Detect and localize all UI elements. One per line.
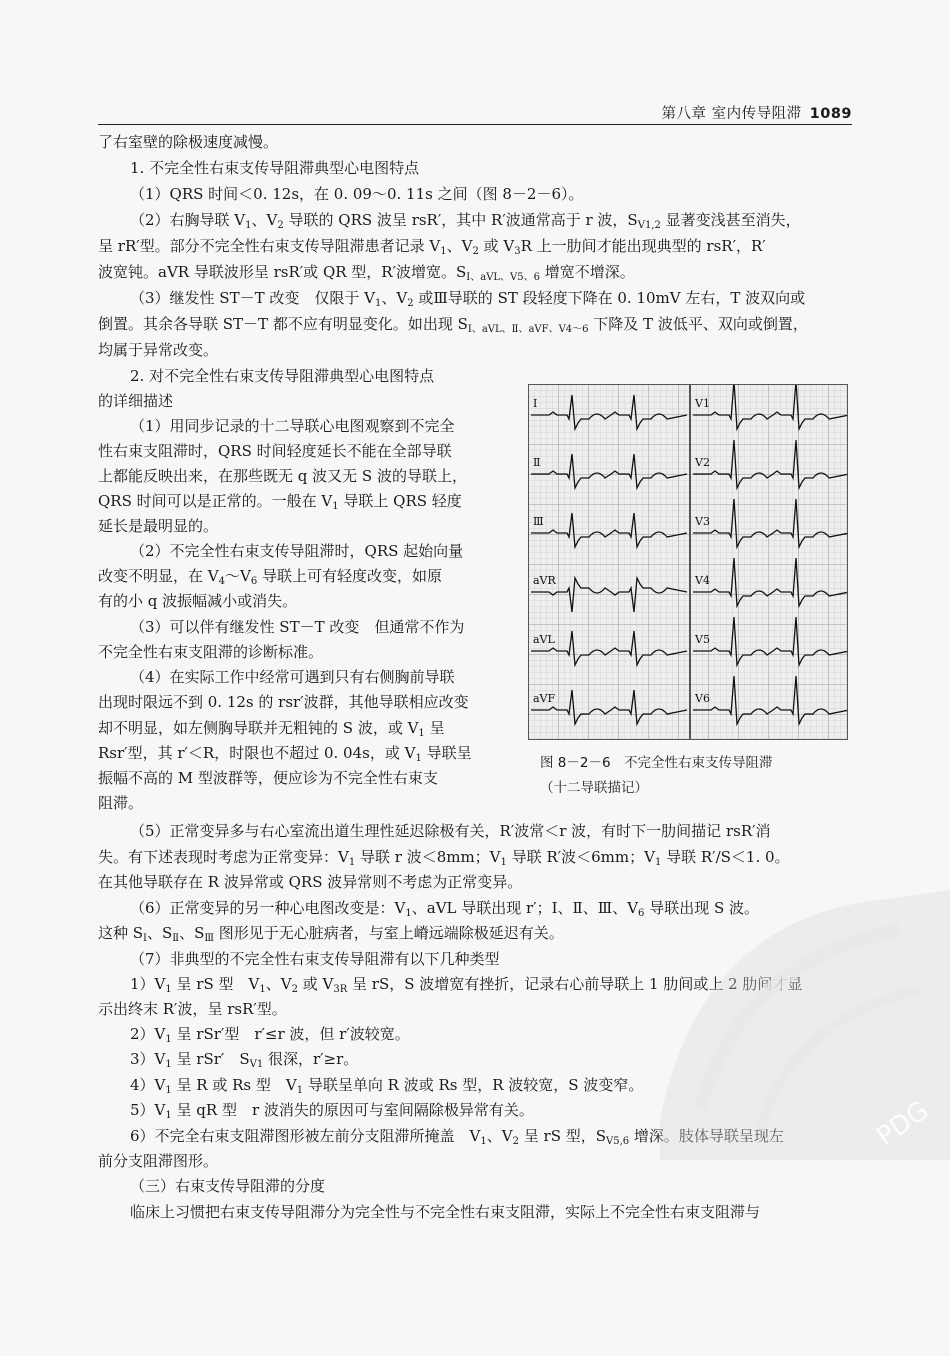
section-heading: 的详细描述: [98, 392, 174, 410]
watermark-stamp: [640, 880, 950, 1160]
ecg-lead-label: V3: [695, 515, 710, 528]
paragraph-line: （2）不完全性右束支传导阻滞时，QRS 起始向量: [130, 542, 464, 560]
paragraph-line: 临床上习惯把右束支传导阻滞分为完全性与不完全性右束支阻滞，实际上不完全性右束支阻滞与: [130, 1203, 761, 1221]
running-head: 第八章 室内传导阻滞 1089: [661, 106, 852, 122]
paragraph-line: 波宽钝。aVR 导联波形呈 rsR′或 QR 型，R′波增宽。$S_{Ⅰ、aVL、V5、6}$ 增宽不增深。: [98, 263, 635, 283]
ecg-lead-label: Ⅱ: [533, 456, 541, 469]
paragraph-line: 在其他导联存在 R 波异常或 QRS 波异常则不考虑为正常变异。: [98, 873, 523, 891]
ecg-lead-label: V6: [695, 692, 710, 705]
paragraph-line: （3）可以伴有继发性 ST－T 改变 但通常不作为: [130, 618, 465, 636]
paragraph-line: QRS 时间可以是正常的。一般在 $V_1$ 导联上 QRS 轻度: [98, 492, 462, 512]
ecg-lead-label: V2: [695, 456, 710, 469]
section-heading: 2. 对不完全性右束支传导阻滞典型心电图特点: [130, 367, 435, 385]
ecg-lead-label: aVF: [533, 692, 556, 705]
ecg-figure: [528, 384, 848, 740]
paragraph-line: （6）正常变异的另一种心电图改变是：$V_1$、aVL 导联出现 r′；Ⅰ、Ⅱ、Ⅲ、$V_6$ 导联出现 S 波。: [130, 899, 760, 919]
paragraph-line: 延长是最明显的。: [98, 517, 219, 535]
paragraph-line: 示出终末 R′波，呈 rsR′型。: [98, 1000, 287, 1018]
list-item: $4)V_1$ 呈 R 或 Rs 型 $V_1$ 导联呈单向 R 波或 Rs 型，R 波较宽，S 波变窄。: [130, 1076, 644, 1096]
paragraph-line: （7）非典型的不完全性右束支传导阻滞有以下几种类型: [130, 950, 500, 968]
paragraph-line: （4）在实际工作中经常可遇到只有右侧胸前导联: [130, 668, 455, 686]
ecg-lead-label: V1: [695, 397, 710, 410]
figure-caption-sub: （十二导联描记）: [540, 780, 648, 796]
ecg-lead-label: aVL: [533, 633, 555, 646]
paragraph-line: （5）正常变异多与右心室流出道生理性延迟除极有关，R′波常＜r 波，有时下一肋间描记 rsR′消: [130, 822, 771, 840]
paragraph-line: 却不明显，如左侧胸导联并无粗钝的 S 波，或 $V_1$ 呈: [98, 719, 445, 739]
ecg-lead-label: aVR: [533, 574, 556, 587]
watermark-text: PDG: [871, 1095, 935, 1153]
ecg-grid: [529, 385, 847, 739]
paragraph-line: 改变不明显，在 $V_4\sim V_6$ 导联上可有轻度改变，如原: [98, 567, 442, 587]
ecg-lead-label: Ⅰ: [533, 397, 538, 410]
paragraph-line: 不完全性右束支阻滞的诊断标准。: [98, 643, 324, 661]
page-number: 1089: [809, 106, 852, 122]
paragraph-line: （2）右胸导联 $V_1$、$V_2$ 导联的 QRS 波呈 rsR′，其中 R′波通常高于 r 波，$S_{V1,2}$ 显著变浅甚至消失，: [130, 211, 801, 231]
ecg-lead-label: Ⅲ: [533, 515, 544, 528]
paragraph-line: （1）用同步记录的十二导联心电图观察到不完全: [130, 417, 455, 435]
ecg-lead-label: V5: [695, 633, 710, 646]
section-heading: 1. 不完全性右束支传导阻滞典型心电图特点: [130, 159, 420, 177]
paragraph-line: 出现时限远不到 0. 12s 的 rsr′波群，其他导联相应改变: [98, 693, 469, 711]
ecg-tracing: [529, 385, 847, 739]
ecg-lead-label: V4: [695, 574, 710, 587]
list-item: $2)V_1$ 呈 rSr′型 r′≤r 波，但 r′波较宽。: [130, 1025, 410, 1045]
section-heading: （三）右束支传导阻滞的分度: [130, 1177, 326, 1195]
paragraph-line: 这种 $S_Ⅰ$、$S_Ⅱ$、$S_Ⅲ$ 图形见于无心脏病者，与室上嵴远端除极延迟有关。: [98, 924, 564, 944]
ecg-column-divider: [689, 385, 691, 739]
paragraph-line: 倒置。其余各导联 ST－T 都不应有明显变化。如出现 $S_{Ⅰ、aVL、Ⅱ、aVF、V4\sim 6}$ 下降及 T 波低平、双向或倒置，: [98, 315, 808, 335]
running-header: [98, 100, 852, 125]
paragraph-line: 前分支阻滞图形。: [98, 1152, 219, 1170]
paragraph-line: 阻滞。: [98, 794, 144, 812]
paragraph-line: 失。有下述表现时考虑为正常变异：$V_1$ 导联 r 波＜8mm；$V_1$ 导联 R′波＜6mm；$V_1$ 导联 R′/S＜1. 0。: [98, 848, 790, 868]
list-item: 6）不完全右束支阻滞图形被左前分支阻滞所掩盖 $V_1$、$V_2$ 呈 rS 型，$S_{V5,6}$ 增深。肢体导联呈现左: [130, 1127, 784, 1147]
paragraph-line: 呈 rR′型。部分不完全性右束支传导阻滞患者记录 $V_1$、$V_2$ 或 $V_3R$ 上一肋间才能出现典型的 rsR′，R′: [98, 237, 766, 257]
paragraph-line: 上都能反映出来，在那些既无 q 波又无 S 波的导联上，: [98, 467, 467, 485]
paragraph-line: 了右室壁的除极速度减慢。: [98, 133, 279, 151]
paragraph-line: 均属于异常改变。: [98, 341, 219, 359]
list-item: $5)V_1$ 呈 qR 型 r 波消失的原因可与室间隔除极异常有关。: [130, 1101, 534, 1121]
paragraph-line: Rsr′型，其 r′＜R，时限也不超过 0. 04s，或 $V_1$ 导联呈: [98, 744, 472, 764]
list-item: $1)V_1$ 呈 rS 型 $V_1$、$V_2$ 或 $V_{3R}$ 呈 rS，S 波增宽有挫折，记录右心前导联上 1 肋间或上 2 肋间才显: [130, 975, 803, 995]
list-item: $3)V_1$ 呈 rSr′ $S_{V1}$ 很深，r′≥r。: [130, 1050, 359, 1070]
paragraph-line: 有的小 q 波振幅减小或消失。: [98, 592, 298, 610]
figure-caption: 图 8－2－6 不完全性右束支传导阻滞: [540, 755, 773, 771]
paragraph-line: 振幅不高的 M 型波群等，便应诊为不完全性右束支: [98, 769, 438, 787]
paragraph-line: （1）QRS 时间＜0. 12s，在 0. 09～0. 11s 之间（图 8－2－6）。: [130, 185, 584, 203]
paragraph-line: （3）继发性 ST－T 改变 仅限于 $V_1$、$V_2$ 或Ⅲ导联的 ST 段轻度下降在 0. 10mV 左右，T 波双向或: [130, 289, 806, 309]
paragraph-line: 性右束支阻滞时，QRS 时间轻度延长不能在全部导联: [98, 442, 452, 460]
